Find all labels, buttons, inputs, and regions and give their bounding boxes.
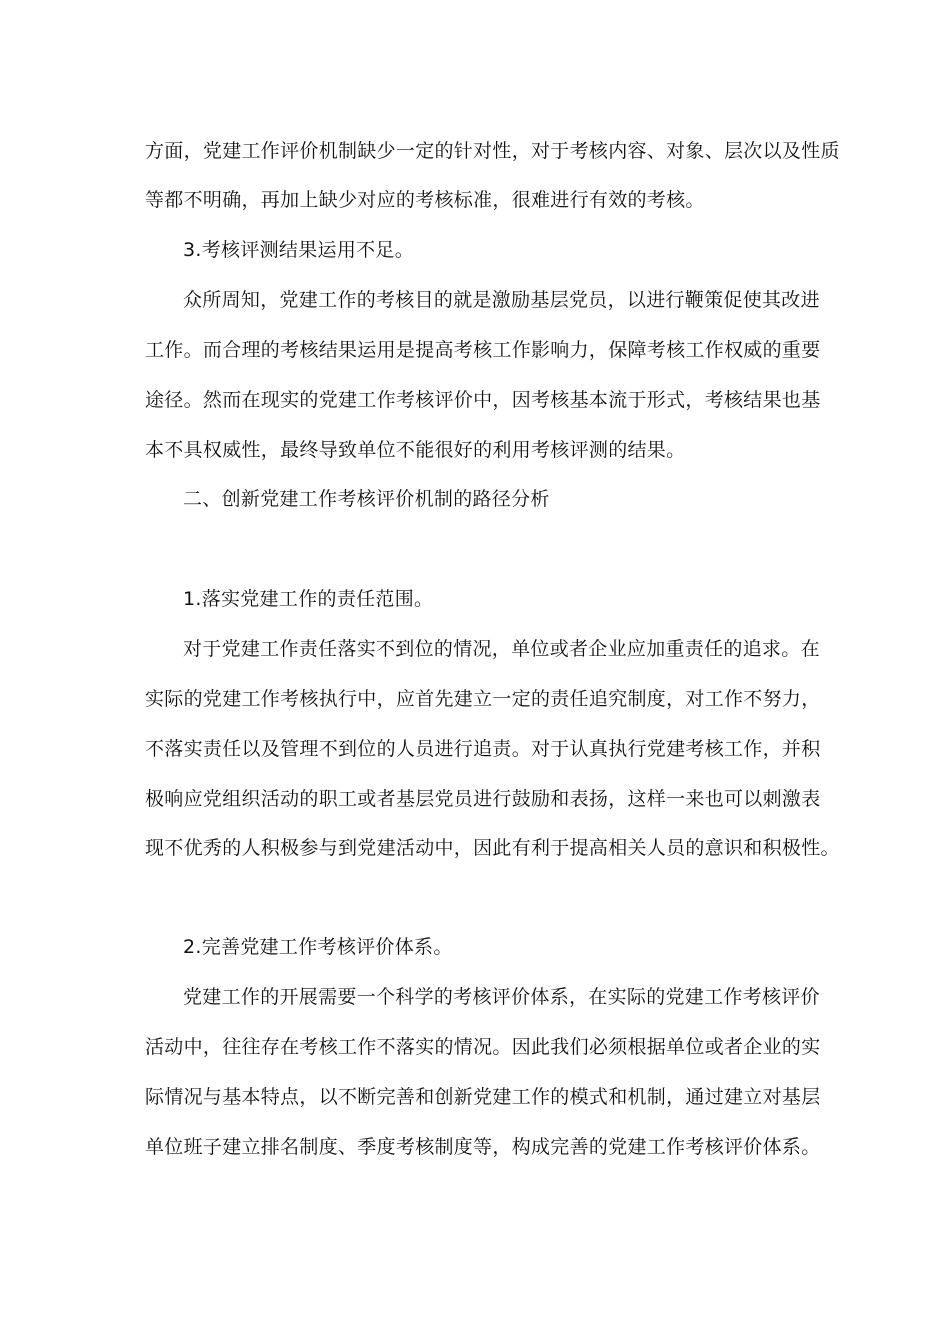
text-line: 方面，党建工作评价机制缺少一定的针对性，对于考核内容、对象、层次以及性质 [145, 140, 840, 162]
section-heading: 1.落实党建工作的责任范围。 [183, 588, 434, 610]
text-line: 等都不明确，再加上缺少对应的考核标准，很难进行有效的考核。 [145, 189, 705, 211]
text-line: 极响应党组织活动的职工或者基层党员进行鼓励和表扬，这样一来也可以刺激表 [145, 788, 821, 810]
section-heading: 2.完善党建工作考核评价体系。 [183, 936, 453, 958]
text-line: 众所周知，党建工作的考核目的就是激励基层党员，以进行鞭策促使其改进 [183, 289, 820, 311]
chapter-heading: 二、创新党建工作考核评价机制的路径分析 [183, 488, 550, 510]
text-line: 对于党建工作责任落实不到位的情况，单位或者企业应加重责任的追求。在 [183, 638, 820, 660]
text-line: 实际的党建工作考核执行中，应首先建立一定的责任追究制度，对工作不努力， [145, 688, 821, 710]
text-line: 现不优秀的人积极参与到党建活动中，因此有利于提高相关人员的意识和积极性。 [145, 837, 840, 859]
text-line: 党建工作的开展需要一个科学的考核评价体系，在实际的党建工作考核评价 [183, 986, 820, 1008]
text-line: 不落实责任以及管理不到位的人员进行追责。对于认真执行党建考核工作，并积 [145, 738, 821, 760]
text-line: 途径。然而在现实的党建工作考核评价中，因考核基本流于形式，考核结果也基 [145, 389, 821, 411]
text-line: 际情况与基本特点，以不断完善和创新党建工作的模式和机制，通过建立对基层 [145, 1086, 821, 1108]
text-line: 本不具权威性，最终导致单位不能很好的利用考核评测的结果。 [145, 439, 686, 461]
text-line: 单位班子建立排名制度、季度考核制度等，构成完善的党建工作考核评价体系。 [145, 1136, 821, 1158]
text-line: 活动中，往往存在考核工作不落实的情况。因此我们必须根据单位或者企业的实 [145, 1036, 821, 1058]
text-line: 工作。而合理的考核结果运用是提高考核工作影响力，保障考核工作权威的重要 [145, 339, 821, 361]
section-heading: 3.考核评测结果运用不足。 [183, 239, 415, 261]
